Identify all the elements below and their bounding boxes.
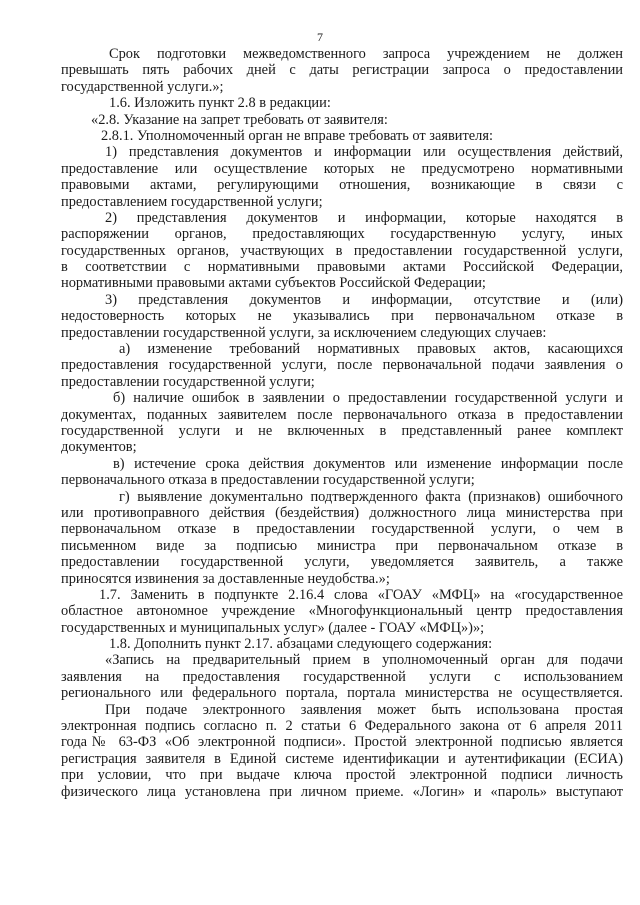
page-number: 7 xyxy=(317,30,323,44)
text-line: распоряжении органов, предоставляющих государственную услугу, иных xyxy=(61,226,623,243)
text-line: предоставления государственной услуги, после первоначальной подачи заявления о xyxy=(61,357,623,374)
text-line: 2.8.1. Уполномоченный орган не вправе требовать от заявителя: xyxy=(101,127,493,144)
text-line: документов; xyxy=(61,439,137,456)
text-line: «2.8. Указание на запрет требовать от заявителя: xyxy=(91,111,388,128)
text-line: предоставлении государственной услуги; xyxy=(61,373,315,390)
text-line: превышать пять рабочих дней с даты регистрации запроса о предоставлении xyxy=(61,62,623,79)
text-line: нормативными правовыми актами субъектов Российской Федерации; xyxy=(61,275,486,292)
text-line: правовыми актами, регулирующими отношения, возникающие в связи с xyxy=(61,177,623,194)
text-line: письменном виде за подписью министра при первоначальном отказе в xyxy=(61,537,623,554)
text-line: государственных и муниципальных услуг» (далее - ГОАУ «МФЦ»)»; xyxy=(61,619,485,636)
text-line: 1) представления документов и информации или осуществления действий, xyxy=(105,144,623,161)
text-line: государственных органов, участвующих в предоставлении государственной услуги, xyxy=(61,242,623,259)
text-line: 2) представления документов и информации, которые находятся в xyxy=(105,209,623,226)
document-body xyxy=(61,46,623,800)
text-line: приносятся извинения за доставленные неудобства.»; xyxy=(61,570,390,587)
text-line: государственной услуги.»; xyxy=(61,78,224,95)
text-line: документах, поданных заявителем после первоначального отказа в предоставлении xyxy=(61,406,623,423)
text-line: предоставлении государственной услуги, за исключением следующих случаев: xyxy=(61,324,547,341)
text-line: государственной услуги и не включенных в представленный ранее комплект xyxy=(61,422,623,439)
text-line: в) истечение срока действия документов или изменение информации после xyxy=(113,455,623,472)
text-line: Срок подготовки межведомственного запроса учреждением не должен xyxy=(109,46,623,62)
text-line: при условии, что при выдаче ключа простой электронной подписи личность xyxy=(61,767,623,784)
text-line: регионального или федерального портала, портала министерства не осуществляется. xyxy=(61,685,623,702)
text-line: При подаче электронного заявления может быть использована простая xyxy=(105,701,623,718)
text-line: 3) представления документов и информации, отсутствие и (или) xyxy=(105,291,623,308)
text-line: областное автономное учреждение «Многофункциональный центр предоставления xyxy=(61,603,623,620)
text-line: б) наличие ошибок в заявлении о предоставлении государственной услуги и xyxy=(113,390,623,407)
text-line: первоначального отказа в предоставлении государственной услуги; xyxy=(61,472,475,489)
text-line: или противоправного действия (бездействия) должностного лица министерства при xyxy=(61,504,623,521)
text-line: г) выявление документально подтвержденного факта (признаков) ошибочного xyxy=(119,488,623,505)
text-line: предоставление или осуществление которых не предусмотрено нормативными xyxy=(61,160,623,177)
text-line: физического лица установлена при личном приеме. «Логин» и «пароль» выступают xyxy=(61,783,623,800)
text-line: предоставлении государственной услуги, уведомляется заявитель, а также xyxy=(61,554,623,571)
text-line: заявления на предоставления государственной услуги с использованием xyxy=(61,668,623,685)
text-line: в соответствии с нормативными правовыми актами Российской Федерации, xyxy=(61,259,623,276)
text-line: года№ 63-ФЗ «Об электронной подписи». Простой электронной подписью является xyxy=(61,734,623,751)
text-line: предоставлением государственной услуги; xyxy=(61,193,323,210)
text-line: первоначальном отказе в предоставлении государственной услуги, о чем в xyxy=(61,521,623,538)
text-line: 1.8. Дополнить пункт 2.17. абзацами следующего содержания: xyxy=(109,636,493,653)
text-line: а) изменение требований нормативных правовых актов, касающихся xyxy=(119,341,623,358)
text-line: 1.7. Заменить в подпункте 2.16.4 слова «ГОАУ «МФЦ» на «государственное xyxy=(99,586,623,603)
text-line: недостоверность которых не указывались при первоначальном отказе в xyxy=(61,308,623,325)
text-line: 1.6. Изложить пункт 2.8 в редакции: xyxy=(109,95,331,112)
text-line: электронная подпись согласно п. 2 статьи 6 Федерального закона от 6 апреля 2011 xyxy=(61,718,623,735)
text-line: регистрация заявителя в Единой системе идентификации и аутентификации (ЕСИА) xyxy=(61,750,623,767)
text-line: «Запись на предварительный прием в уполномоченный орган для подачи xyxy=(105,652,623,669)
